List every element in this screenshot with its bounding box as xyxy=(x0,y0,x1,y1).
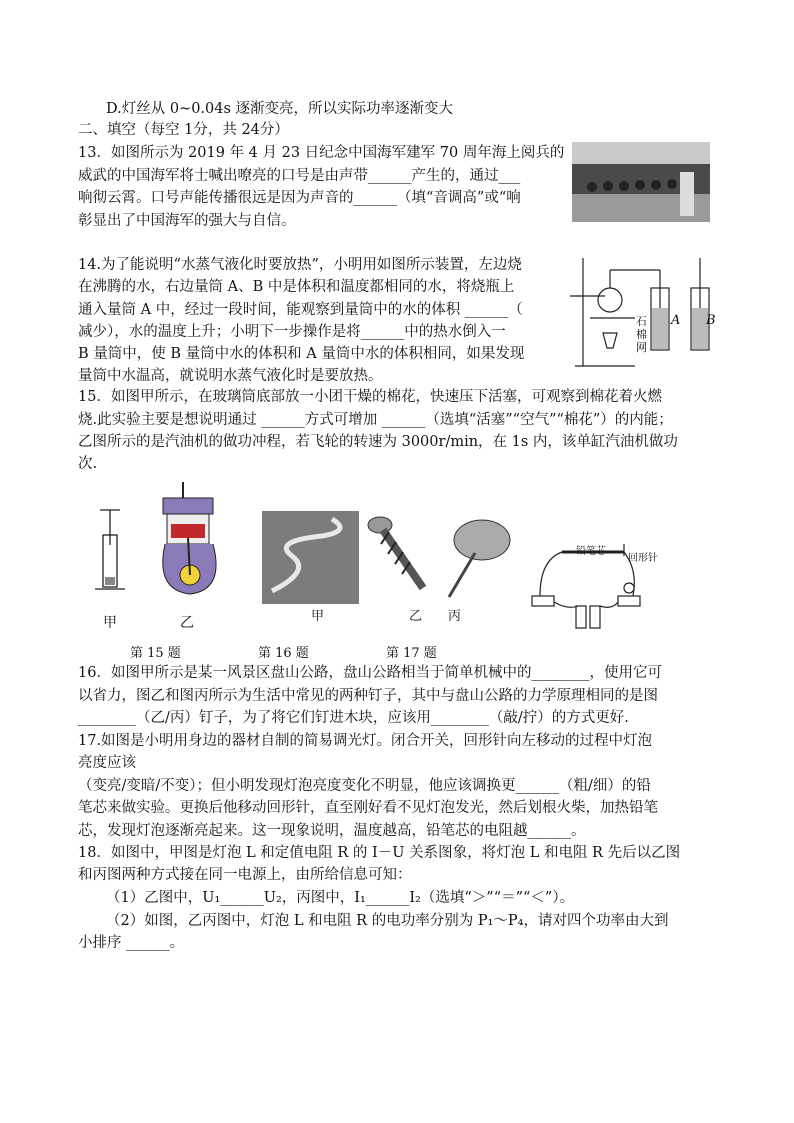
q16-line-3: ________（乙/丙）钉子，为了将它们钉进木块，应该用________（敲/拧）的方式更好. xyxy=(78,710,629,726)
label-yi-16: 乙 xyxy=(409,609,423,624)
label-stone-1: 石 xyxy=(636,315,647,328)
q14-line-3: 通入量筒 A 中，经过一段时间，能观察到量筒中的水的体积 ______（ xyxy=(78,302,523,318)
screw-nail-figure xyxy=(365,510,435,595)
q18-line-4: （2）如图，乙丙图中，灯泡 L 和电阻 R 的电功率分别为 P₁～P₄，请对四个功率由大到 xyxy=(106,913,669,929)
q14-line-5: B 量筒中，使 B 量筒中水的体积和 A 量筒中水的体积相同，如果发现 xyxy=(78,346,525,362)
label-cylinder-a: A xyxy=(671,313,681,328)
q16-line-2: 以省力，图乙和图丙所示为生活中常见的两种钉子，其中与盘山公路的力学原理相同的是图 xyxy=(78,688,658,704)
q17-line-3: （变亮/变暗/不变）；但小明发现灯泡亮度变化不明显，他应该调换更______（粗/细）的铅 xyxy=(78,778,651,794)
label-bing-16: 丙 xyxy=(448,609,462,624)
q18-line-3: （1）乙图中，U₁______U₂，丙图中，I₁______I₂（选填“＞”“＝”“＜”）。 xyxy=(106,890,575,906)
label-cylinder-b: B xyxy=(706,313,716,328)
section-heading: 二、填空（每空 1分，共 24分） xyxy=(78,122,289,138)
label-paper-clip: 回形针 xyxy=(628,553,658,564)
q15-syringe-figure xyxy=(90,505,130,595)
caption-q17: 第 17 题 xyxy=(386,646,437,661)
label-jia-16: 甲 xyxy=(311,609,325,624)
label-stone-2: 棉 xyxy=(636,328,647,341)
q13-line-3: 响彻云霄。口号声能传播很远是因为声音的______（填“音调高”或“响 xyxy=(78,190,521,206)
thumbtack-figure xyxy=(437,515,512,600)
q13-line-4: 彰显出了中国海军的强大与自信。 xyxy=(78,213,296,229)
naval-parade-photo xyxy=(572,142,710,222)
q17-line-1: 17.如图是小明用身边的器材自制的简易调光灯。闭合开关，回形针向左移动的过程中灯泡 xyxy=(78,733,653,749)
q16-line-1: 16．如图甲所示是某一风景区盘山公路，盘山公路相当于简单机械中的________，使用它可 xyxy=(78,665,662,681)
q13-line-1: 13．如图所示为 2019 年 4 月 23 日纪念中国海军建军 70 周年海上阅兵的 xyxy=(78,145,565,161)
mountain-road-photo xyxy=(262,511,359,604)
q14-line-6: 量筒中水温高，就说明水蒸气液化时是要放热。 xyxy=(78,368,383,384)
label-stone-3: 网 xyxy=(636,341,647,354)
label-yi-15: 乙 xyxy=(180,615,194,631)
q14-line-1: 14.为了能说明“水蒸气液化时要放热”，小明用如图所示装置，左边烧 xyxy=(78,257,522,273)
label-pencil-lead: 铅笔芯 xyxy=(576,546,606,557)
q13-line-2: 威武的中国海军将士喊出嘹亮的口号是由声带______产生的，通过___ xyxy=(78,168,521,184)
q15-line-4: 次. xyxy=(78,456,98,472)
q15-line-2: 烧.此实验主要是想说明通过 ______方式可增加 ______（选填“活塞”“空气”“棉花”）的内能； xyxy=(78,412,673,428)
q18-line-1: 18．如图中，甲图是灯泡 L 和定值电阻 R 的 I－U 关系图象，将灯泡 L 和电阻 R 先后以乙图 xyxy=(78,845,681,861)
q17-line-5: 芯，发现灯泡逐渐亮起来。这一现象说明，温度越高，铅笔芯的电阻越______。 xyxy=(78,823,586,839)
q14-line-2: 在沸腾的水，右边量筒 A、B 中是体积和温度都相同的水，将烧瓶上 xyxy=(78,279,515,295)
q15-engine-figure xyxy=(145,480,235,600)
label-jia-15: 甲 xyxy=(103,615,117,631)
q18-line-5: 小排序 ______。 xyxy=(78,935,185,951)
q14-line-4: 减少），水的温度上升；小明下一步操作是将______中的热水倒入一 xyxy=(78,324,506,340)
q18-line-2: 和丙图两种方式接在同一电源上，由所给信息可知： xyxy=(78,867,412,883)
caption-q15: 第 15 题 xyxy=(130,646,181,661)
option-d-line: D.灯丝从 0~0.04s 逐渐变亮，所以实际功率逐渐变大 xyxy=(106,101,454,117)
caption-q16: 第 16 题 xyxy=(258,646,309,661)
q17-line-2: 亮度应该 xyxy=(78,755,136,771)
q15-line-3: 乙图所示的是汽油机的做功冲程，若飞轮的转速为 3000r/min，在 1s 内，该单缸汽油机做功 xyxy=(78,434,678,450)
q15-line-1: 15．如图甲所示，在玻璃筒底部放一小团干燥的棉花，快速压下活塞，可观察到棉花着火燃 xyxy=(78,389,662,405)
q17-line-4: 笔芯来做实验。更换后他移动回形针，直至刚好看不见灯泡发光，然后划根火柴，加热铅笔 xyxy=(78,800,658,816)
